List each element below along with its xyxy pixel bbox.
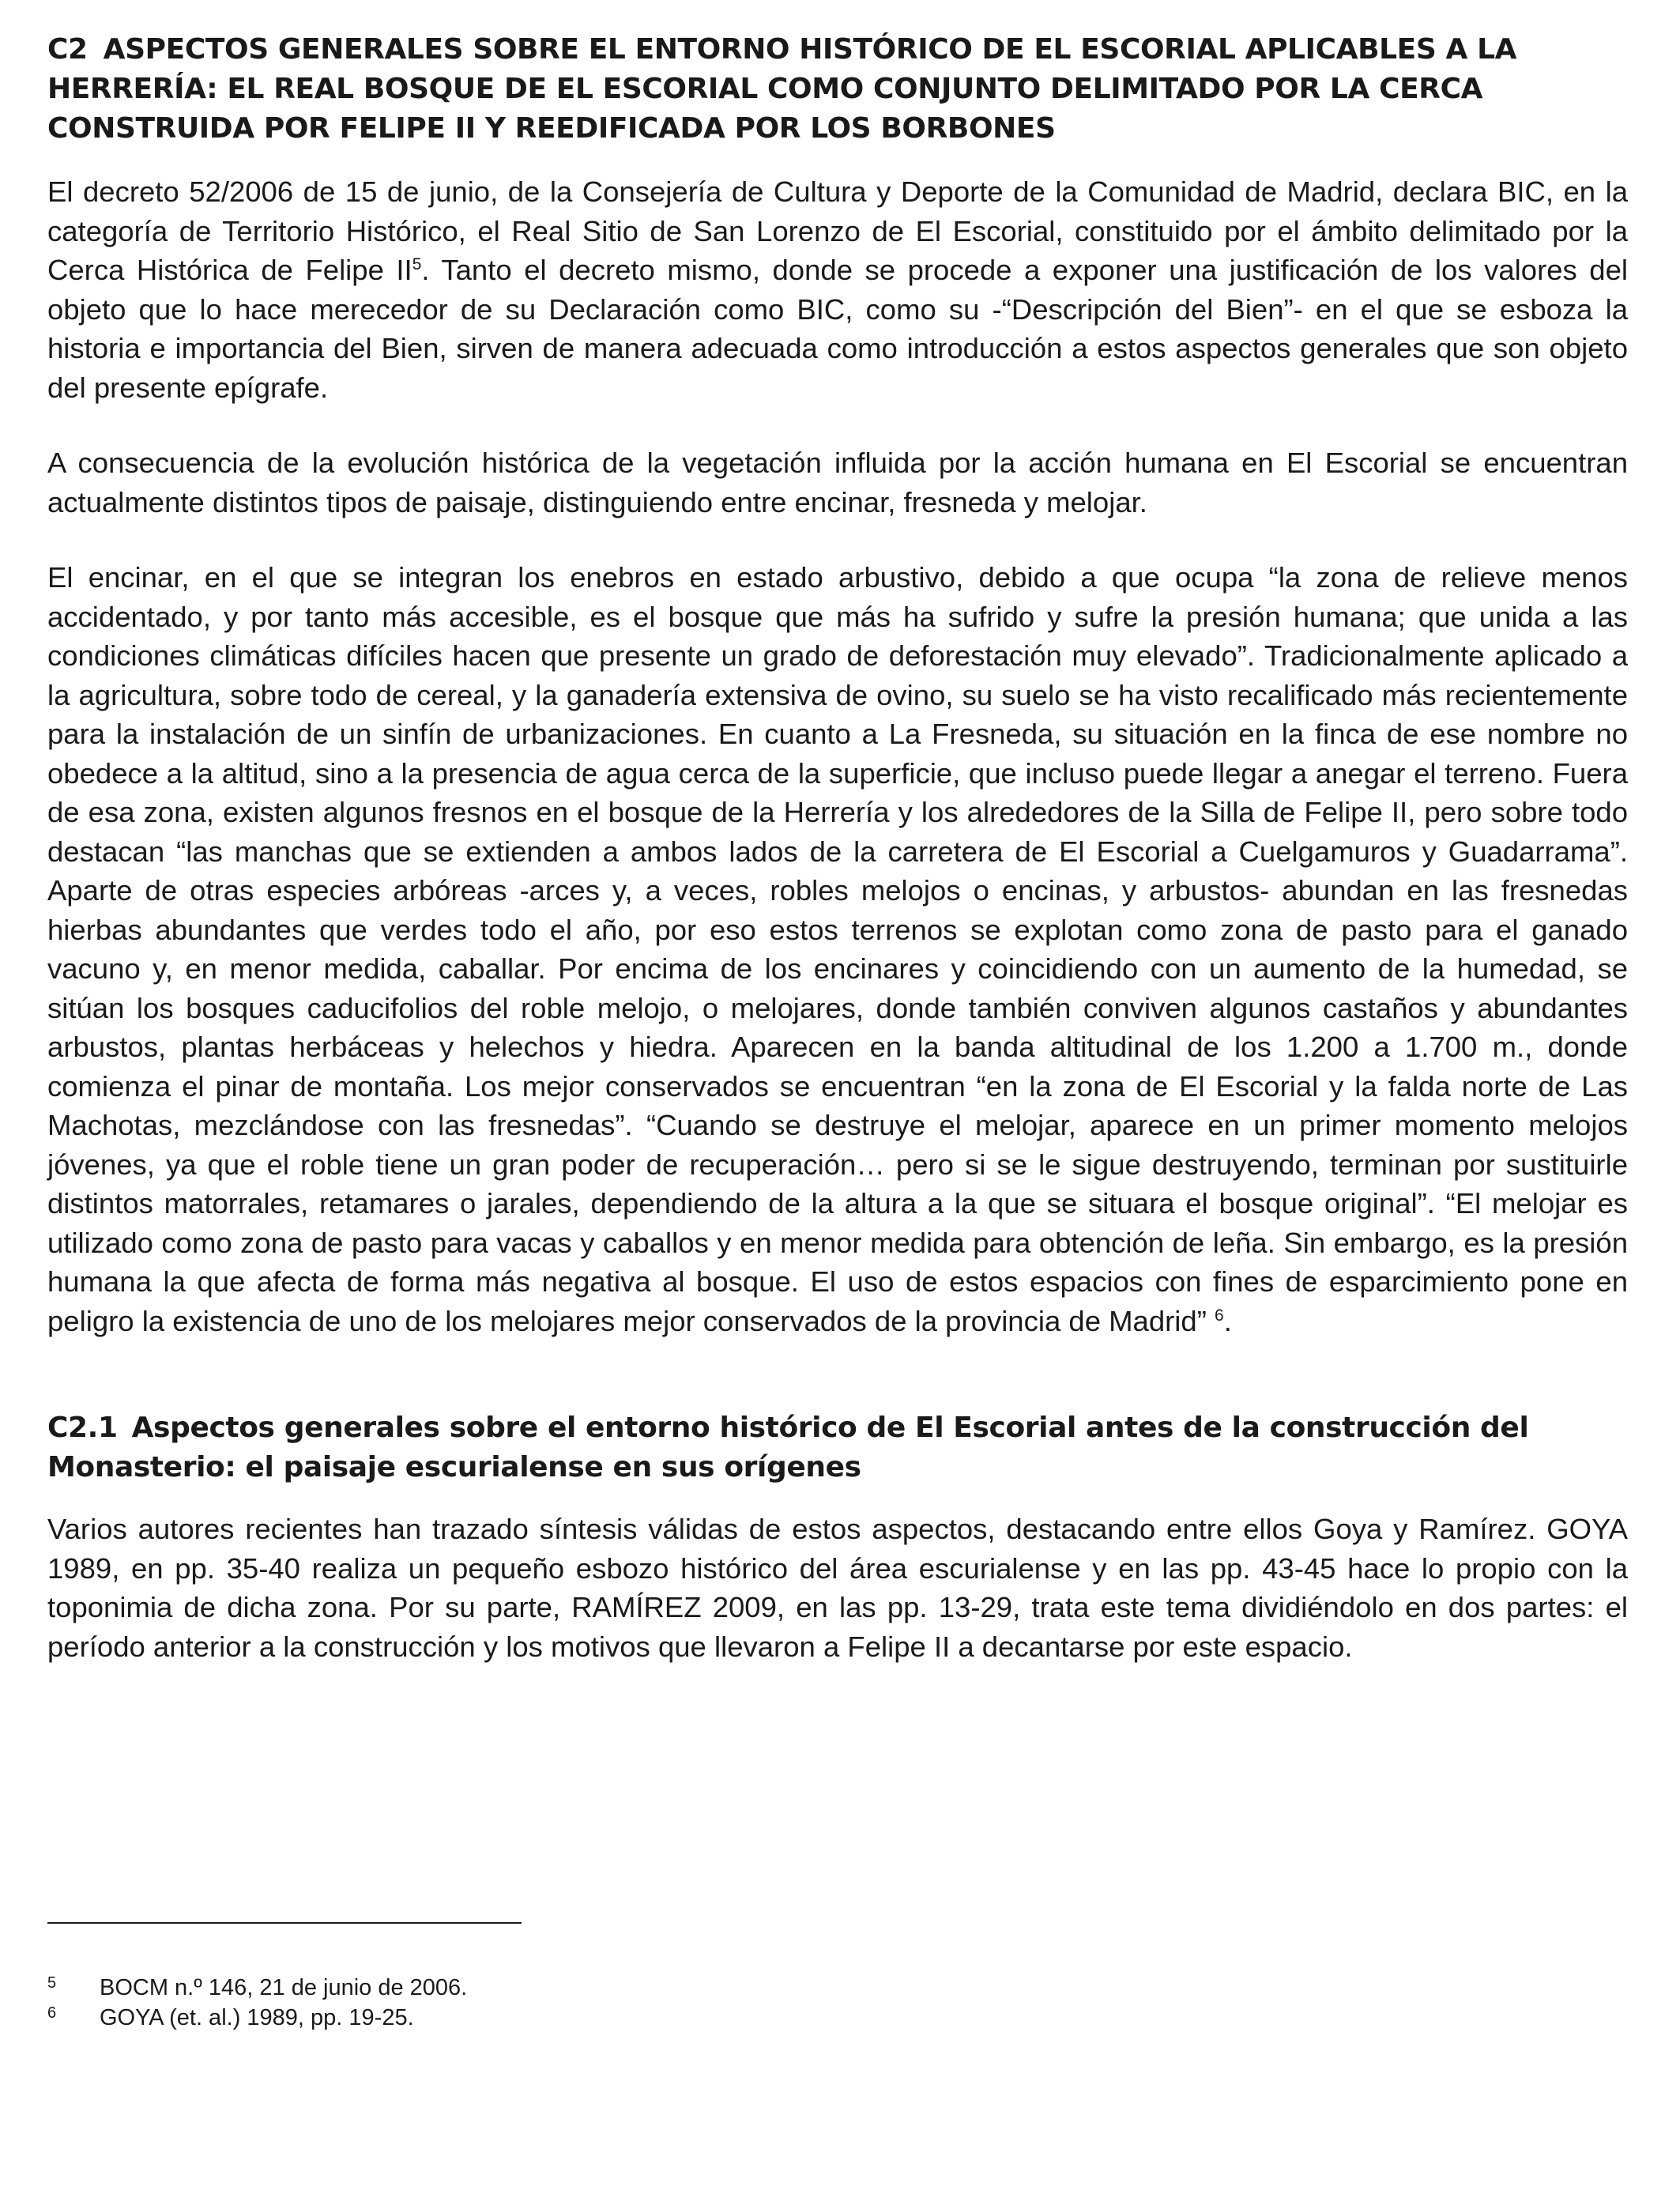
paragraph-paisaje [47,443,1628,522]
paragraph-text: Varios autores recientes han trazado síntesis válidas de estos aspectos, destacando entre ellos Goya y Ramírez. GOYA 1989, en pp. 35-40 realiza un pequeño esbozo histórico del área escurialense y en las pp. 43-45 hace lo propio con la toponimia de dicha zona. Por su parte, RAMÍREZ 2009, en las pp. 13-29, trata este tema dividiéndolo en dos partes: el período anterior a la construcción y los motivos que llevaron a Felipe II a decantarse por este espacio. [47,1513,1628,1663]
section-heading-c2 [47,30,1628,149]
footnote-divider [47,1922,522,1924]
paragraph-text: El decreto 52/2006 de 15 de junio, de la Consejería de Cultura y Deporte de la Comunidad de Madrid, declara BIC, en la categoría de Territorio Histórico, el Real Sitio de San Lorenzo de El Escorial, constituido por el ámbito delimitado por la Cerca Histórica de Felipe II [47,175,1628,286]
paragraph-autores [47,1510,1628,1666]
footnote-number: 6 [47,2004,57,2022]
footnote-number: 5 [47,1974,57,1992]
section-number: C2 [47,33,88,66]
section-number: C2.1 [47,1412,118,1444]
footnotes [47,1973,996,2033]
document-page [47,30,1628,1666]
paragraph-encinar [47,558,1628,1340]
section-heading-c2-1 [47,1408,1628,1487]
footnote-text: GOYA (et. al.) 1989, pp. 19-25. [100,2005,414,2030]
paragraph-decreto [47,172,1628,407]
section-title: ASPECTOS GENERALES SOBRE EL ENTORNO HISTÓRICO DE EL ESCORIAL APLICABLES A LA HERRERÍA: EL REAL BOSQUE DE EL ESCORIAL COMO CONJUNTO DELIMITADO POR LA CERCA CONSTRUIDA POR FELIPE II Y REEDIFICADA POR LOS BORBONES [47,33,1517,145]
section-spacer [47,1377,1628,1408]
footnote-ref-5[interactable]: 5 [412,254,422,273]
footnote-ref-6[interactable]: 6 [1215,1306,1224,1325]
paragraph-text: . [1223,1304,1232,1337]
paragraph-text: . Tanto el decreto mismo, donde se procede a exponer una justificación de los valores del objeto que lo hace merecedor de su Declaración como BIC, como su -“Descripción del Bien”- en el que se esboza la historia e importancia del Bien, sirven de manera adecuada como introducción a estos aspectos generales que son objeto del presente epígrafe. [47,254,1628,404]
footnote-text: BOCM n.º 146, 21 de junio de 2006. [100,1975,468,2000]
paragraph-text: El encinar, en el que se integran los enebros en estado arbustivo, debido a que ocupa “la zona de relieve menos accidentado, y por tanto más accesible, es el bosque que más ha sufrido y sufre la presión humana; que unida a las condiciones climáticas difíciles hacen que presente un grado de deforestación muy elevado”. Tradicionalmente aplicado a la agricultura, sobre todo de cereal, y la ganadería extensiva de ovino, su suelo se ha visto recalificado más recientemente para la instalación de un sinfín de urbanizaciones. En cuanto a La Fresneda, su situación en la finca de ese nombre no obedece a la altitud, sino a la presencia de agua cerca de la superficie, que incluso puede llegar a anegar el terreno. Fuera de esa zona, existen algunos fresnos en el bosque de la Herrería y los alrededores de la Silla de Felipe II, pero sobre todo destacan “las manchas que se extienden a ambos lados de la carretera de El Escorial a Cuelgamuros y Guadarrama”. Aparte de otras especies arbóreas -arces y, a veces, robles melojos o encinas, y arbustos- abundan en las fresnedas hierbas abundantes que verdes todo el año, por eso estos terrenos se explotan como zona de pasto para el ganado vacuno y, en menor medida, caballar. Por encima de los encinares y coincidiendo con un aumento de la humedad, se sitúan los bosques caducifolios del roble melojo, o melojares, donde también conviven algunos castaños y abundantes arbustos, plantas herbáceas y helechos y hiedra. Aparecen en la banda altitudinal de los 1.200 a 1.700 m., donde comienza el pinar de montaña. Los mejor conservados se encuentran “en la zona de El Escorial y la falda norte de Las Machotas, mezclándose con las fresnedas”. “Cuando se destruye el melojar, aparece en un primer momento melojos jóvenes, ya que el roble tiene un gran poder de recuperación… pero si se le sigue destruyendo, terminan por sustituirle distintos matorrales, retamares o jarales, dependiendo de la altura a la que se situara el bosque original”. “El melojar es utilizado como zona de pasto para vacas y caballos y en menor medida para obtención de leña. Sin embargo, es la presión humana la que afecta de forma más negativa al bosque. El uso de estos espacios con fines de esparcimiento pone en peligro la existencia de uno de los melojares mejor conservados de la provincia de Madrid” [47,561,1628,1337]
footnote-6 [47,2003,996,2033]
footnote-5 [47,1973,996,2003]
section-title: Aspectos generales sobre el entorno histórico de El Escorial antes de la construcción del Monasterio: el paisaje escurialense en sus orígenes [47,1412,1529,1483]
paragraph-text: A consecuencia de la evolución histórica de la vegetación influida por la acción humana en El Escorial se encuentran actualmente distintos tipos de paisaje, distinguiendo entre encinar, fresneda y melojar. [47,447,1628,518]
